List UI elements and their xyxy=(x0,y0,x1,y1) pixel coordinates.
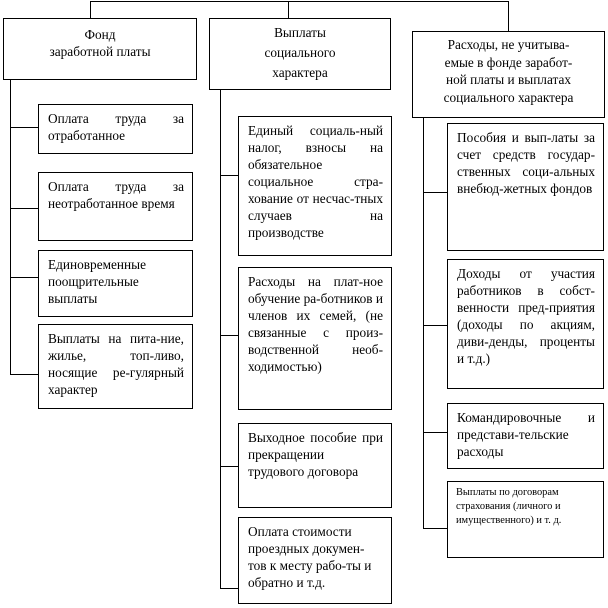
social-tick xyxy=(220,335,238,336)
social-payments-item: Оплата стоимости проездных докумен-тов к месту рабо-ты и обратно и т.д. xyxy=(238,517,392,604)
social-payments-item: Расходы на плат-ное обучение ра-ботников и членов их семей, (не связанные с произ-водственной необ-ходимостью) xyxy=(238,267,392,410)
other-tick xyxy=(423,528,447,529)
social-branch-line xyxy=(220,90,221,588)
wage-fund-tick xyxy=(10,127,38,128)
wage-fund-item: Оплата труда за отработанное xyxy=(38,104,193,154)
other-tick xyxy=(423,192,447,193)
other-expenses-item: Пособия и вып-латы за счет средств государ-ственных соци-альных внебюд-жетных фондов xyxy=(447,123,604,251)
wage-fund-branch-line xyxy=(10,79,11,375)
header-social-payments xyxy=(209,18,391,90)
other-branch-line xyxy=(423,118,424,528)
social-payments-item: Единый социаль-ный налог, взносы на обязательное социальное стра-хование от несчас-тных случаев на производстве xyxy=(238,116,392,256)
top-connector-drop-middle xyxy=(288,1,289,18)
wage-fund-tick xyxy=(10,208,38,209)
top-connector-drop-right xyxy=(508,1,509,31)
other-expenses-item: Выплаты по договорам страхования (личного и имущественного) и т. д. xyxy=(447,481,604,558)
header-wage-fund xyxy=(3,18,197,80)
header-wage-fund-text: Фонд заработной платы xyxy=(49,27,151,59)
other-expenses-item: Командировочные и представи-тельские расходы xyxy=(447,403,604,469)
top-connector-line xyxy=(90,1,509,2)
wage-fund-tick xyxy=(10,374,38,375)
other-expenses-item: Доходы от участия работников в собст-венности пред-приятия (доходы по акциям, диви-денды, проценты и т.д.) xyxy=(447,259,604,389)
wage-fund-item: Единовременные поощрительные выплаты xyxy=(38,250,193,317)
social-tick xyxy=(220,588,238,589)
other-tick xyxy=(423,432,447,433)
wage-fund-item: Оплата труда за неотработанное время xyxy=(38,172,193,241)
top-connector-drop-left xyxy=(90,1,91,18)
social-payments-item: Выходное пособие при прекращении трудового договора xyxy=(238,423,392,508)
wage-fund-item: Выплаты на пита-ние, жилье, топ-ливо, носящие ре-гулярный характер xyxy=(38,324,193,409)
header-other-expenses xyxy=(412,31,605,118)
social-tick xyxy=(220,466,238,467)
header-other-expenses-text: Расходы, не учитыва- емые в фонде заработ- ной платы и выплатах социального характера xyxy=(443,37,574,105)
header-social-payments-text: Выплаты социального характера xyxy=(264,25,336,80)
wage-fund-tick xyxy=(10,277,38,278)
social-tick xyxy=(220,175,238,176)
other-tick xyxy=(423,325,447,326)
